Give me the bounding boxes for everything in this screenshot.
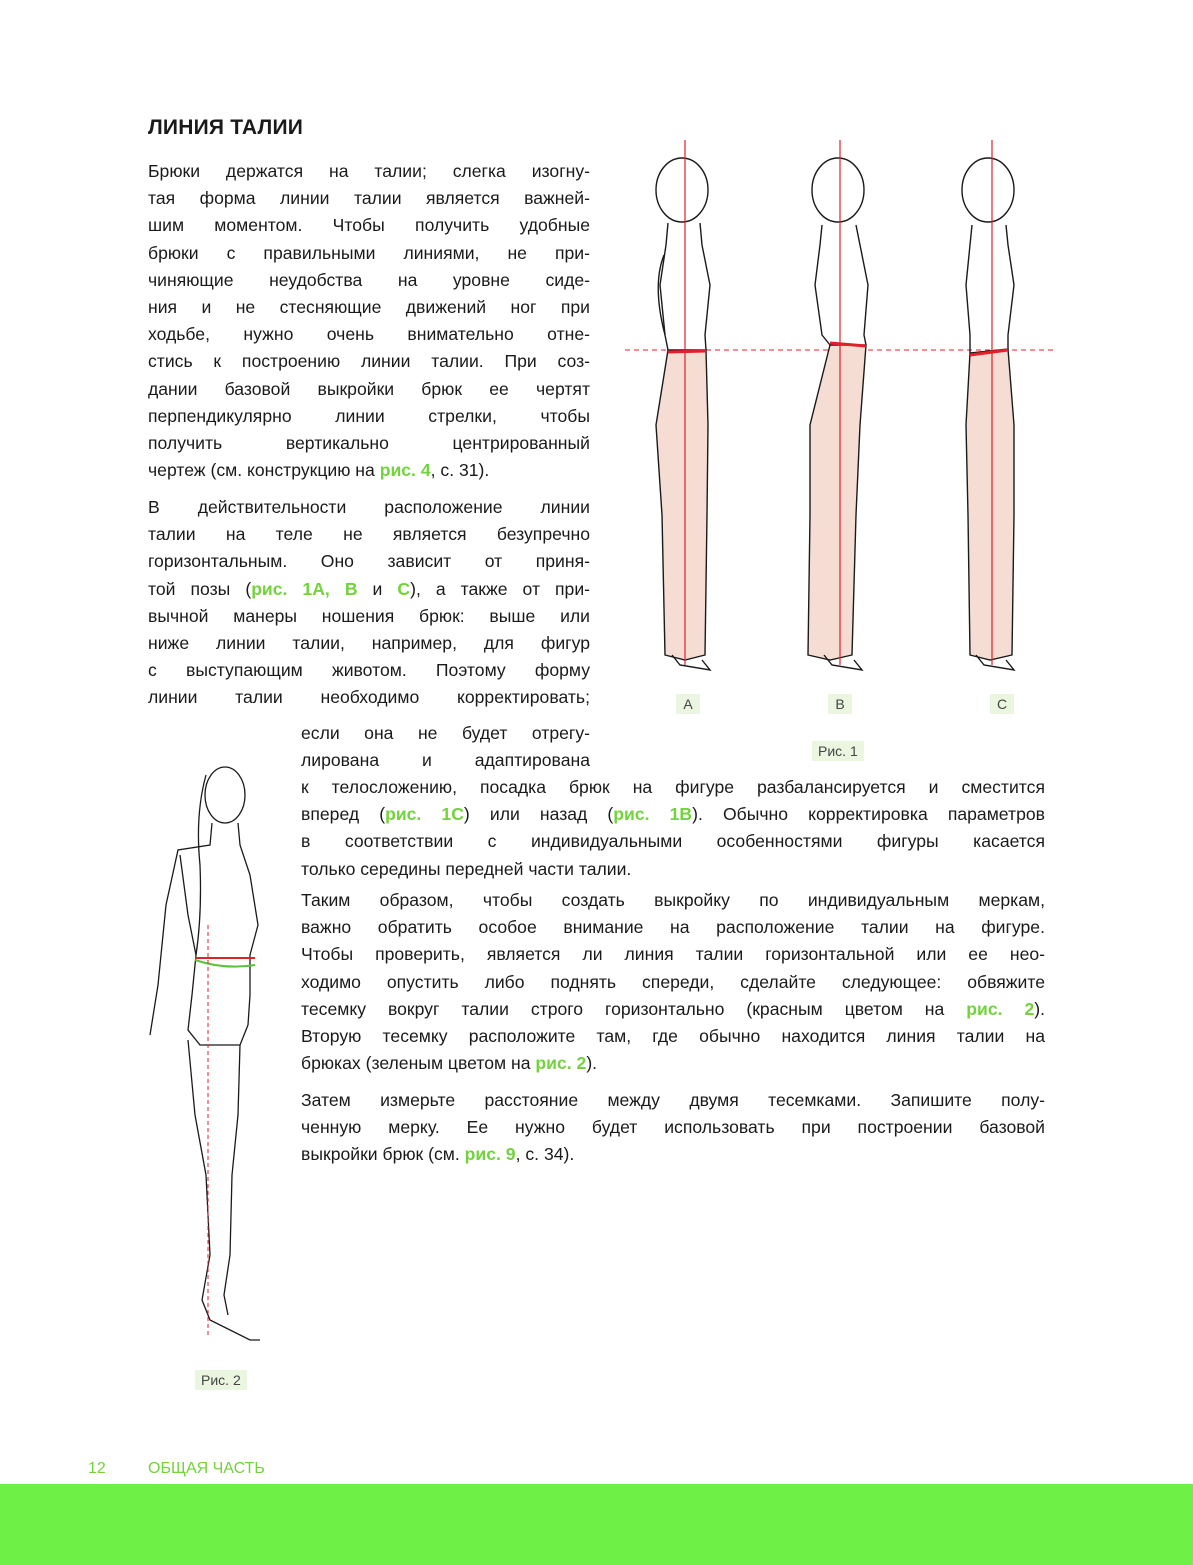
text-line: Вторую тесемку расположите там, где обычно находится линия талии на [301,1025,1045,1046]
text-line: тесемку вокруг талии строго горизонтально (красным цветом на рис. 2). [301,998,1045,1019]
figure-reference[interactable]: рис. 1A, B [251,578,358,599]
section-heading: ЛИНИЯ ТАЛИИ [148,116,304,139]
text-line: важно обратить особое внимание на расположение талии на фигуре. [301,917,1045,938]
figure-reference[interactable]: C [397,578,411,599]
figure-reference[interactable]: рис. 1B [613,804,693,825]
page-number: 12 [88,1460,106,1477]
paragraph-3 [301,887,1045,1077]
figure-2-illustration [140,755,280,1355]
text-line: выкройки брюк (см. рис. 9, с. 34). [301,1144,575,1165]
figure-a-waist [668,351,706,352]
figure-reference[interactable]: рис. 2 [535,1053,587,1074]
text-line: ния и не стесняющие движений ног при [148,296,590,317]
text-line: получить вертикально центрированный [148,432,590,453]
text-line: линии талии необходимо корректировать; [148,687,590,708]
text-line: в соответствии с индивидуальными особенностями фигуры касается [301,831,1045,852]
paragraph-2-wide [301,774,1045,883]
figure-b-silhouette [808,158,868,670]
text-line: В действительности расположение линии [148,497,590,517]
text-line: дании базовой выкройки брюк ее чертят [148,378,590,399]
text-line: стись к построению линии талии. При соз- [148,351,590,372]
text-line: Чтобы проверить, является ли линия талии горизонтальной или ее нео- [301,944,1045,965]
text-line: ходимо опустить либо поднять спереди, сделайте следующее: обвяжите [301,971,1045,992]
footer-band [0,1484,1193,1565]
text-line: перпендикулярно линии стрелки, чтобы [148,405,590,426]
text-line: Брюки держатся на талии; слегка изогну- [148,161,590,181]
figure-reference[interactable]: рис. 4 [379,460,431,481]
text-line: вычной манеры ношения брюк: выше или [148,605,590,626]
figure-reference[interactable]: рис. 2 [966,998,1035,1019]
figure-1-caption: Рис. 1 [812,741,864,761]
figure-c-silhouette [962,158,1014,670]
text-line: если она не будет отрегу- [301,723,590,743]
text-line: чиняющие неудобства на уровне сиде- [148,269,590,290]
figure-1-label-b: B [828,694,852,714]
text-line: только середины передней части талии. [301,858,632,879]
paragraph-1 [148,158,590,484]
figure-1-label-a: A [676,694,700,714]
paragraph-2 [148,494,590,712]
text-line: лирована и адаптирована [301,750,590,771]
section-title: ОБЩАЯ ЧАСТЬ [148,1460,265,1477]
text-line: ниже линии талии, например, для фигур [148,632,590,653]
figure-reference[interactable]: рис. 9 [464,1144,516,1165]
text-line: ченную мерку. Ее нужно будет использовать при построении базовой [301,1117,1045,1138]
text-line: с выступающим животом. Поэтому форму [148,660,590,681]
text-line: чертеж (см. конструкцию на рис. 4, с. 31). [148,460,490,481]
text-line: Затем измерьте расстояние между двумя тесемками. Запишите полу- [301,1090,1045,1110]
figure-1-illustration [610,135,1060,680]
figure-2-green-tape [195,960,255,967]
text-line: той позы (рис. 1A, B и C), а также от при- [148,578,591,599]
figure-reference[interactable]: рис. 1C [385,804,464,825]
figure-2-caption: Рис. 2 [195,1370,247,1390]
text-line: брюках (зеленым цветом на рис. 2). [301,1053,598,1074]
paragraph-4 [301,1087,1045,1169]
text-line: шим моментом. Чтобы получить удобные [148,215,590,236]
text-line: талии на теле не является безупречно [148,524,590,545]
text-line: вперед (рис. 1C) или назад (рис. 1B). Обычно корректировка параметров [301,804,1045,825]
text-line: ходьбе, нужно очень внимательно отне- [148,324,590,345]
text-line: Таким образом, чтобы создать выкройку по индивидуальным меркам, [301,890,1045,910]
text-line: тая форма линии талии является важней- [148,188,590,209]
text-line: к телосложению, посадка брюк на фигуре разбалансируется и сместится [301,777,1045,797]
figure-1-label-c: C [990,694,1014,714]
figure-a-silhouette [656,158,710,670]
text-line: горизонтальным. Оно зависит от приня- [148,551,590,572]
paragraph-2-continued [301,720,590,774]
text-line: брюки с правильными линиями, не при- [148,242,590,263]
